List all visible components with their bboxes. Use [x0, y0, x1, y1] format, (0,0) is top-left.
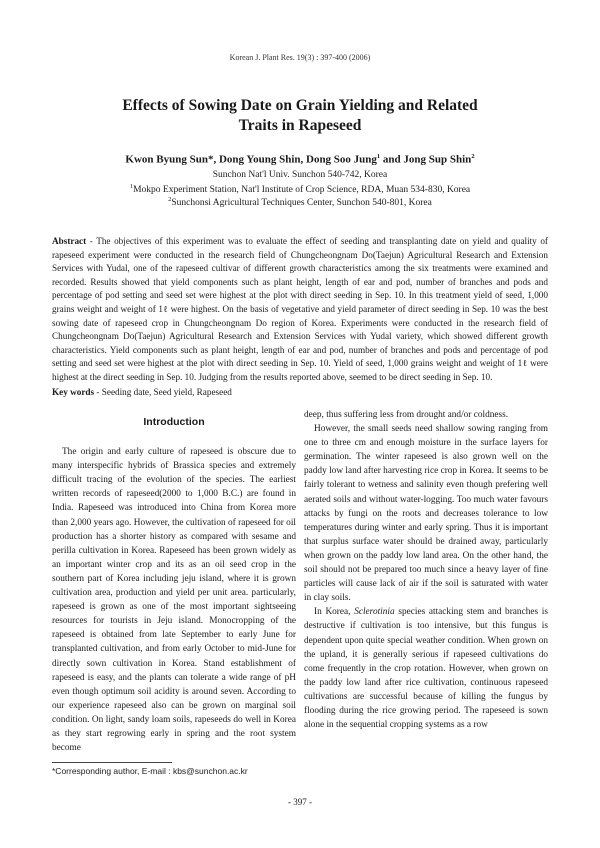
affiliation-1-mark: 1 [129, 183, 134, 190]
author-3: Dong Soo Jung [306, 153, 377, 166]
title-line-1: Effects of Sowing Date on Grain Yielding and Related [122, 97, 478, 114]
keywords-text: - Seeding date, Seed yield, Rapeseed [94, 387, 232, 397]
author-4-affiliation-mark: 2 [471, 153, 475, 160]
intro-paragraph-3 [304, 605, 548, 732]
keywords-label: Key words [52, 387, 95, 397]
intro-paragraph-2: However, the small seeds need shallow sowing ranging from one to three cm and enough moisture in the surface layers for germination. The winter rapeseed is also grown well on the paddy low land after harvesting rice crop in Korea. It seems to be fairly tolerant to wetness and salinity even though prefering well aerated soils and without water-logging. Too much water favours attacks by fungi on the roots and decreases tolerance to low temperatures during winter and early spring. Thus it is important that surplus surface water should be drained away, particularly when grown on the paddy low land area. On the other hand, the soil should not be prepared too much since a heavy layer of fine particles will cause lack of air if the soil is saturated with water in clay soils. [304, 424, 548, 604]
footnote-divider [52, 762, 172, 763]
author-4: Jong Sup Shin [403, 153, 472, 166]
affiliation-2-mark: 2 [168, 196, 172, 203]
intro-paragraph-3-start: In Korea, [314, 607, 355, 618]
section-heading-introduction: Introduction [143, 416, 205, 428]
species-name: Sclerotinia [354, 607, 395, 618]
author-2: Dong Young Shin, [218, 153, 306, 166]
intro-paragraph-1: The origin and early culture of rapeseed is obscure due to many interspecific hybrids of Brassica species and extremely difficult tracing of the evolution of the species. The earliest written records of rapeseed(2000 to 1,000 B.C.) are found in India. Rapeseed was introduced into China from Korea more than 2,000 years ago. However, the cultivation of rapeseed for oil production has a shorter history as compared with sesame and perilla cultivation in Korea. Rapeseed has been grown widely as an important winter crop and its as an oil seed crop in the southern part of Korea including jeju island, where it is grown cultivation area, production and yield per unit area. particularly, rapeseed is grown as one of the most important sightseeing resources for tourists in Jeju island. Monocropping of the rapeseed is obtained from late September to early June for transplanted cultivation, and from early October to mid-June for directly sown cultivation in Korea. Stand establishment of rapeseed is easy, and the plants can tolerate a wide range of pH even though optimum soil acidity is around seven. According to our experience rapeseed also can be grown on marginal soil condition. On light, sandy loam soils, rapeseeds do well in Korea as they start regrowing early in spring and the root system become [52, 447, 296, 754]
paper-title [60, 96, 540, 136]
author-1: Kwon Byung Sun*, [125, 153, 219, 166]
author-conjunction: and [380, 153, 404, 166]
abstract [52, 235, 548, 385]
author-3-affiliation-mark: 1 [376, 153, 381, 160]
keywords [52, 387, 548, 397]
affiliation-2-text: Sunchonsi Agricultural Techniques Center, Sunchon 540-801, Korea [171, 198, 432, 209]
affiliation-2 [40, 196, 560, 208]
author-list [40, 153, 560, 166]
page-number: - 397 - [288, 797, 312, 807]
affiliation-1 [40, 183, 560, 195]
affiliation-1-text: Mokpo Experiment Station, Nat'l Institute of Crop Science, RDA, Muan 534-830, Korea [133, 185, 471, 196]
abstract-text: - The objectives of this experiment was to evaluate the effect of seeding and transplanting date on yield and quality of rapeseed experiment were conducted in the research field of Chungcheongnam Do(Taejun) Agricultural Research and Extension Services with Yudal, one of the rapeseed cultivar of different growth characteristics among the six treatments were examined and recorded. Results showed that yield components such as plant height, length of ear and pod, number of branches and pods and percentage of pod setting and seed set were highest at the plot with direct seeding in Sep. 10. In this treatment yield of seed, 1,000 grains weight and weight of 1ℓ were highest. On the basis of vegetative and yield parameter of direct seeding in Sep. 10 was the best sowing date of rapeseed crop in Chungcheongnam Do region of Korea. Experiments were conducted in the research field of Chungcheongnam Do(Taejun) Agricultural Research and Extension Services with Yudal variety, which showed different growth characteristics. Yield components such as plant height, length of ear and pod, number of branches and pods and percentage of pod setting and seed set were highest at the plot with direct seeding in Sep. 10. Yield of seed, 1,000 grains weight and weight of 1ℓ were highest at the direct seeding in Sep. 10. Judging from the results reported above, seemed to be direct seeding in Sep. 10. [52, 236, 548, 382]
intro-paragraph-1-continued: deep, thus suffering less from drought and/or coldness. [304, 410, 509, 420]
intro-paragraph-3-rest: species attacking stem and branches is destructive if cultivation is too intensive, but this fungus is dependent upon quite special weather condition. When grown on the upland, it is generally serious if rapeseed cultivations do come frequently in the crop rotation. However, when grown on the paddy low land after rice cultivation, continuous rapeseed cultivations are successful because of killing the fungus by flooding during the rice growing period. The rapeseed is sown alone in the sequential cropping systems as a row [304, 607, 548, 731]
left-column [52, 415, 296, 755]
title-line-2: Traits in Rapeseed [238, 117, 362, 134]
affiliation-main: Sunchon Nat'l Univ. Sunchon 540-742, Korea [212, 170, 388, 180]
right-column [304, 408, 548, 732]
corresponding-author-footnote: *Corresponding author, E-mail : kbs@sunchon.ac.kr [52, 766, 248, 776]
journal-reference: Korean J. Plant Res. 19(3) : 397-400 (2006) [229, 53, 371, 62]
abstract-label: Abstract [52, 236, 87, 246]
